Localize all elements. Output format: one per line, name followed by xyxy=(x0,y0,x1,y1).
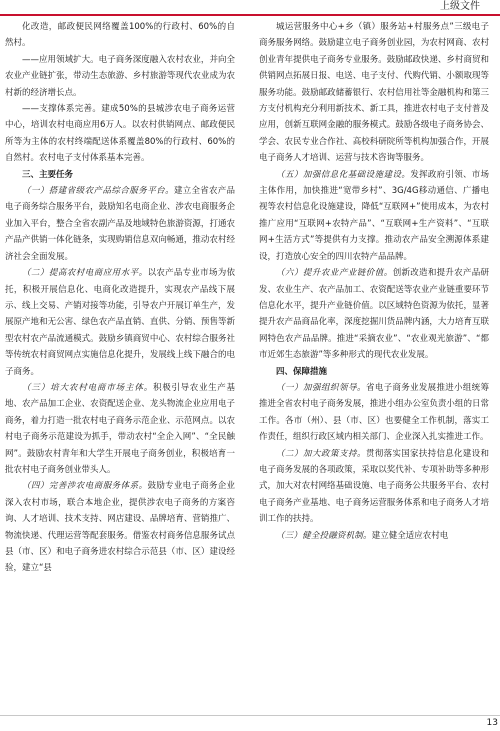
paragraph-text: 建立健全适应农村电 xyxy=(371,530,449,541)
paragraph-text: 积极引导农业生产基地、农产品加工企业、农资配送企业、龙头物流企业应用电子商务，着力打造一批农村电子商务示范企业、示范网点。以农村电子商务示范建设为抓手，带动农村“全企入网”、“全民触网”。鼓励农村青年和大学生开展电子商务创业，积极培育一批农村电子商务创业带头人。 xyxy=(5,382,235,475)
subsection-lead: （一）搭建省级农产品综合服务平台。 xyxy=(22,186,175,197)
body-paragraph xyxy=(5,52,235,101)
body-paragraph xyxy=(5,380,235,478)
paragraph-text: 以农产品专业市场为依托，积极开展信息化、电商化改造提升，实现农产品线下展示、线上交易、产销对接等功能，引导农户开展订单生产，发展原产地和无公害、绿色农产品直销、直供、分销、预售等新型农村农产品流通模式。鼓励乡镇商贸中心、农村综合服务社等传统农村商贸网点实施信息化提升，发展线上线下融合的电子商务。 xyxy=(5,268,235,377)
subsection-lead: （四）完善涉农电商服务体系。 xyxy=(22,481,148,492)
page-number: 13 xyxy=(486,718,498,728)
body-paragraph xyxy=(259,167,489,265)
paragraph-text: 建立全省农产品电子商务综合服务平台，鼓励知名电商企业、涉农电商服务企业加入平台，整合全省农副产品及地域特色旅游资源，打通农产品产供销一体化链条，实现购销信息双向畅通，推动农村经济社会全面发展。 xyxy=(5,186,235,262)
paragraph-text: 贯彻落实国家扶持信息化建设和电子商务发展的各项政策，采取以奖代补、专项补助等多种形式，加大对农村网络基础设施、电子商务公共服务平台、农村电子商务产业基地、电子商务运营服务体系和电子商务人才培训工作的扶持。 xyxy=(259,448,489,525)
footer-rule xyxy=(0,715,500,716)
subsection-lead: （三）健全投融资机制。 xyxy=(276,530,372,541)
paragraph-text: 发挥政府引领、市场主体作用，加快推进“宽带乡村”、3G/4G移动通信、广播电视等农村信息化设施建设，降低“互联网+”使用成本，为农村推广应用“互联网+农特产品”、“互联网+生产资料”、“互联网+生活方式”等提供有力支撑。推动农产品安全溯源体系建设，打造放心安全的四川农特产品品牌。 xyxy=(259,169,489,262)
subsection-lead: （五）加强信息化基础设施建设。 xyxy=(276,169,411,180)
paragraph-text: 省电子商务业发展推进小组统筹推进全省农村电子商务发展，推进小组办公室负责小组的日常工作。各市（州）、县（市、区）也要健全工作机制，落实工作责任，组织行政区域内相关部门、企业深入扎实推进工作。 xyxy=(259,382,489,443)
right-column xyxy=(259,19,489,544)
header-title: 上级文件 xyxy=(440,1,480,12)
body-paragraph xyxy=(5,265,235,380)
body-paragraph xyxy=(259,19,489,167)
body-paragraph xyxy=(259,265,489,363)
paragraph-text: ——应用领域扩大。电子商务深度融入农村农业，并向全农业产业链扩张，带动生态旅游、乡村旅游等现代农业成为农村新的经济增长点。 xyxy=(5,54,235,98)
section-heading: 四、保障措施 xyxy=(276,366,328,377)
paragraph-text: 鼓励专业电子商务企业深入农村市场，联合本地企业，提供涉农电子商务的方案咨询、人才培训、技术支持、网店建设、品牌培育、营销推广、物流快递、代理运营等配套服务。借鉴农村商务信息服务试点县（市、区）和电子商务进农村综合示范县（市、区）建设经验，建立“县 xyxy=(5,481,235,574)
body-paragraph xyxy=(5,19,235,52)
body-paragraph xyxy=(259,446,489,528)
subsection-lead: （六）提升农业产业链价值。 xyxy=(276,268,393,279)
body-paragraph xyxy=(5,183,235,265)
body-paragraph xyxy=(5,101,235,167)
subsection-lead: （三）培大农村电商市场主体。 xyxy=(22,382,154,393)
body-paragraph xyxy=(259,528,489,544)
paragraph-text: 城运营服务中心+乡（镇）服务站+村服务点”三级电子商务服务网络。鼓励建立电子商务创业园，为农村网商、农村创业青年提供电子商务专业服务。鼓励邮政快递、乡村商贸和供销网点拓展日报、电送、电子支付、代购代销、小额取现等服务功能。鼓励邮政储蓄银行、农村信用社等金融机构和第三方支付机构充分利用新技术、新工具，推进农村电子支付普及应用，创新互联网金融的服务模式。鼓励各级电子商务协会、学会、农民专业合作社、高校科研院所等机构加强合作，开展电子商务人才培训、运营与技术咨询等服务。 xyxy=(259,22,489,164)
header-rule xyxy=(0,14,500,16)
subsection-lead: （二）提高农村电商应用水平。 xyxy=(22,268,148,279)
left-column xyxy=(5,19,235,577)
body-paragraph xyxy=(259,380,489,446)
paragraph-text: 化改造，邮政便民网络覆盖100%的行政村、60%的自然村。 xyxy=(5,22,235,49)
subsection-lead: （一）加强组织领导。 xyxy=(276,382,367,393)
page-header xyxy=(0,0,500,14)
section-heading: 三、主要任务 xyxy=(22,169,74,180)
body-paragraph xyxy=(5,478,235,576)
paragraph-text: 创新改造和提升农产品研发、农业生产、农产品加工、农资配送等农业产业链重要环节信息化水平，提升产业链价值。以区域特色资源为依托，显著提升农产品商品化率，深度挖掘川货品牌内涵，大力培育互联网特色农产品品牌。推进“采摘农业”、“农业观光旅游”、“都市近郊生态旅游”等多种形式的现代农业发展。 xyxy=(259,268,489,361)
paragraph-text: ——支撑体系完善。建成50%的县城涉农电子商务运营中心，培训农村电商应用6万人。以农村供销网点、邮政便民所等为主体的农村终端配送体系覆盖80%的行政村、60%的自然村。农村电子支付体系基本完善。 xyxy=(5,104,235,164)
subsection-lead: （二）加大政策支持。 xyxy=(276,448,367,459)
